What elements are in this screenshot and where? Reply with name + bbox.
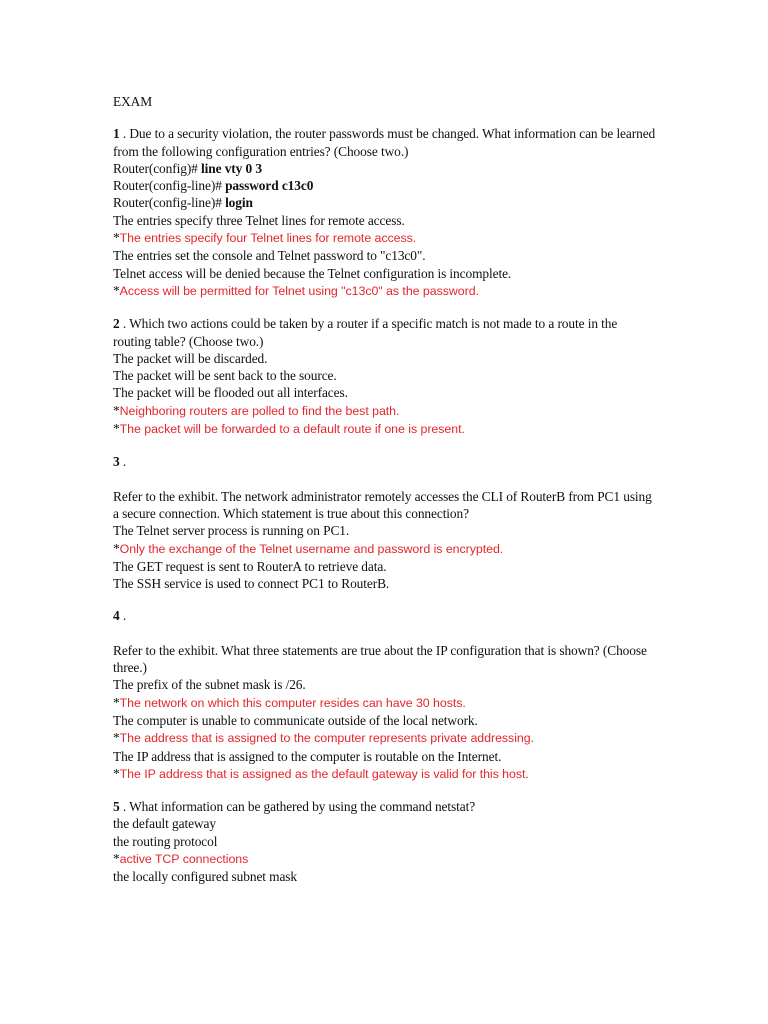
answer-option: The computer is unable to communicate outside of the local network.: [113, 712, 478, 728]
config-prompt: Router(config-line)#: [113, 178, 226, 194]
correct-answer-option: [113, 729, 658, 747]
correct-answer-option: [113, 282, 658, 300]
correct-answer-option: [113, 765, 658, 783]
correct-marker: *: [113, 850, 120, 866]
blank-line: [113, 625, 658, 642]
correct-marker: *: [113, 421, 120, 437]
answer-text: The packet will be forwarded to a default route if one is present.: [119, 422, 465, 437]
answer-text: The IP address that is assigned as the default gateway is valid for this host.: [119, 766, 529, 781]
question-3: [113, 453, 658, 592]
correct-answer-option: [113, 850, 658, 868]
config-command: login: [225, 195, 253, 211]
answer-option: The Telnet server process is running on PC1.: [113, 523, 350, 539]
answer-option: Telnet access will be denied because the Telnet configuration is incomplete.: [113, 265, 512, 281]
config-line: [113, 160, 658, 177]
config-command: line vty 0 3: [201, 160, 262, 176]
config-prompt: Router(config)#: [113, 160, 202, 176]
correct-answer-option: [113, 420, 658, 438]
question-prompt: .: [119, 454, 127, 470]
config-line: [113, 194, 658, 211]
answer-text: The address that is assigned to the computer represents private addressing.: [119, 731, 534, 746]
question-number: 3: [113, 454, 120, 470]
answer-option: The packet will be sent back to the source.: [113, 368, 337, 384]
answer-option: the routing protocol: [113, 833, 218, 849]
answer-option: The SSH service is used to connect PC1 to RouterB.: [113, 576, 390, 592]
answer-option: The GET request is sent to RouterA to retrieve data.: [113, 558, 387, 574]
question-body: Refer to the exhibit. What three statements are true about the IP configuration that is shown? (Choose three.): [113, 642, 647, 676]
question-prompt: .: [119, 608, 127, 624]
answer-text: Neighboring routers are polled to find the best path.: [119, 403, 400, 418]
question-number: 2: [113, 316, 120, 332]
config-line: [113, 177, 658, 194]
correct-answer-option: [113, 694, 658, 712]
question-text: [113, 798, 658, 815]
question-body: Refer to the exhibit. The network administrator remotely accesses the CLI of RouterB from PC1 using a secure connection. Which statement is true about this connection?: [113, 488, 652, 521]
question-1: [113, 125, 658, 300]
question-number: 5: [113, 799, 120, 815]
correct-marker: *: [113, 730, 120, 746]
question-number: 4: [113, 608, 120, 624]
answer-option: The entries specify three Telnet lines for remote access.: [113, 212, 405, 228]
question-text: [113, 607, 658, 624]
answer-text: active TCP connections: [119, 851, 249, 866]
correct-marker: *: [113, 540, 120, 556]
correct-marker: *: [113, 694, 120, 710]
answer-option: The packet will be discarded.: [113, 350, 268, 366]
answer-text: The entries specify four Telnet lines for remote access.: [119, 231, 417, 246]
answer-option: The prefix of the subnet mask is /26.: [113, 677, 306, 693]
correct-marker: *: [113, 282, 120, 298]
answer-text: The network on which this computer resides can have 30 hosts.: [119, 695, 466, 710]
answer-option: the locally configured subnet mask: [113, 869, 298, 885]
question-5: [113, 798, 658, 885]
correct-marker: *: [113, 230, 120, 246]
question-prompt: . What information can be gathered by using the command netstat?: [119, 799, 476, 815]
question-text: [113, 125, 658, 160]
question-4: [113, 607, 658, 783]
question-text: [113, 453, 658, 470]
correct-answer-option: [113, 540, 658, 558]
question-2: [113, 315, 658, 438]
config-prompt: Router(config-line)#: [113, 195, 226, 211]
answer-text: Only the exchange of the Telnet username and password is encrypted.: [119, 541, 504, 556]
question-text: [113, 315, 658, 350]
correct-marker: *: [113, 765, 120, 781]
question-prompt: . Which two actions could be taken by a router if a specific match is not made to a route in the routing table? (Choose two.): [113, 316, 618, 349]
exam-document: [113, 93, 658, 901]
correct-marker: *: [113, 402, 120, 418]
correct-answer-option: [113, 402, 658, 420]
answer-text: Access will be permitted for Telnet using "c13c0" as the password.: [119, 283, 479, 298]
document-title: EXAM: [113, 94, 153, 109]
answer-option: The IP address that is assigned to the computer is routable on the Internet.: [113, 748, 502, 764]
answer-option: the default gateway: [113, 816, 216, 832]
config-command: password c13c0: [225, 178, 314, 194]
question-number: 1: [113, 126, 120, 142]
answer-option: The packet will be flooded out all interfaces.: [113, 385, 348, 401]
blank-line: [113, 471, 658, 488]
answer-option: The entries set the console and Telnet password to "c13c0".: [113, 248, 426, 264]
question-prompt: . Due to a security violation, the router passwords must be changed. What information can be learned from the following configuration entries? (Choose two.): [113, 126, 656, 159]
correct-answer-option: [113, 229, 658, 247]
